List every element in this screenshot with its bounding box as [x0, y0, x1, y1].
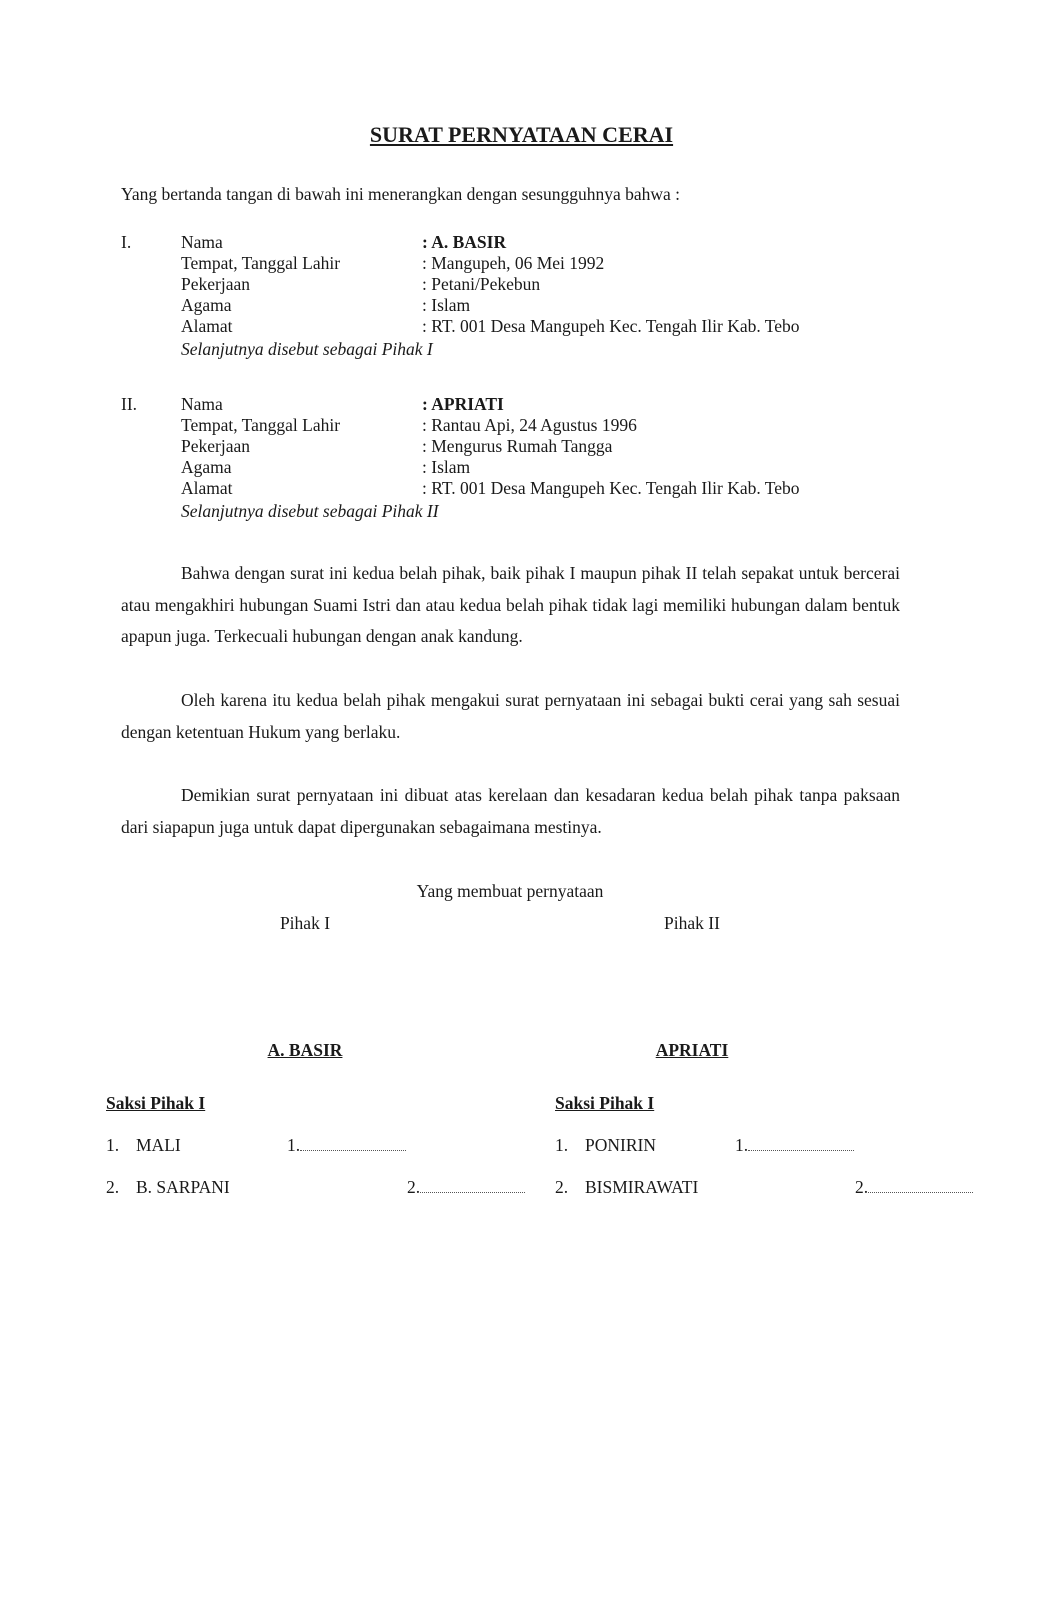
party-1-value-birth: : Mangupeh, 06 Mei 1992 [422, 253, 605, 273]
signature-line [868, 1178, 973, 1193]
party-1-value-address: : RT. 001 Desa Mangupeh Kec. Tengah Ilir Kab. Tebo [422, 316, 800, 336]
party-2-label-address: Alamat [181, 478, 233, 498]
paragraph-acknowledgement [121, 685, 900, 748]
party-1-value-job: : Petani/Pekebun [422, 274, 541, 294]
paragraph-closing-text: Demikian surat pernyataan ini dibuat atas kerelaan dan kesadaran kedua belah pihak tanpa paksaan dari siapapun juga untuk dapat dipergunakan sebagaimana mestinya. [121, 785, 900, 837]
signature-line [420, 1178, 525, 1193]
witnesses-right-heading: Saksi Pihak I [555, 1093, 655, 1113]
party-2-note: Selanjutnya disebut sebagai Pihak II [181, 501, 439, 521]
intro-text: Yang bertanda tangan di bawah ini menerangkan dengan sesungguhnya bahwa : [121, 184, 681, 204]
witness-right-1-sign-number: 1. [735, 1135, 749, 1155]
witness-right-2-name: BISMIRAWATI [585, 1177, 699, 1197]
witness-left-1-number: 1. [106, 1135, 120, 1155]
party-2-value-job: : Mengurus Rumah Tangga [422, 436, 613, 456]
party-2-signature-name: APRIATI [655, 1040, 729, 1060]
witness-right-1-number: 1. [555, 1135, 569, 1155]
witness-left-2-name: B. SARPANI [136, 1177, 230, 1197]
party-2-value-name: : APRIATI [422, 394, 504, 414]
witness-right-2-sign-number: 2. [855, 1177, 869, 1197]
party-1-note: Selanjutnya disebut sebagai Pihak I [181, 339, 433, 359]
party-2-label-birth: Tempat, Tanggal Lahir [181, 415, 341, 435]
paragraph-acknowledgement-text: Oleh karena itu kedua belah pihak mengakui surat pernyataan ini sebagai bukti cerai yang sah sesuai dengan ketentuan Hukum yang berlaku. [121, 690, 900, 742]
signature-heading: Yang membuat pernyataan [416, 881, 604, 901]
witness-right-2-number: 2. [555, 1177, 569, 1197]
paragraph-agreement-text: Bahwa dengan surat ini kedua belah pihak, baik pihak I maupun pihak II telah sepakat untuk bercerai atau mengakhiri hubungan Suami Istri dan atau kedua belah pihak tidak lagi memiliki hubungan dalam bentuk apapun juga. Terkecuali hubungan dengan anak kandung. [121, 563, 900, 646]
witness-right-1-signature [735, 1135, 854, 1156]
witnesses-left-heading: Saksi Pihak I [106, 1093, 206, 1113]
party-2-number: II. [121, 394, 138, 414]
party-1-label-name: Nama [181, 232, 223, 252]
party-2-label-religion: Agama [181, 457, 232, 477]
party-2-label-job: Pekerjaan [181, 436, 250, 456]
witness-left-2-sign-number: 2. [407, 1177, 421, 1197]
witness-left-2-signature [407, 1177, 525, 1198]
party-1-signature-label: Pihak I [279, 913, 331, 933]
party-2-signature-label: Pihak II [664, 913, 720, 933]
party-1-signature-name: A. BASIR [267, 1040, 343, 1060]
paragraph-closing [121, 780, 900, 843]
party-1-value-name: : A. BASIR [422, 232, 507, 252]
witness-left-1-name: MALI [136, 1135, 181, 1155]
signature-line [300, 1136, 406, 1151]
witness-right-1-name: PONIRIN [585, 1135, 656, 1155]
witness-left-2-number: 2. [106, 1177, 120, 1197]
party-1-value-religion: : Islam [422, 295, 471, 315]
party-1-label-birth: Tempat, Tanggal Lahir [181, 253, 341, 273]
party-1-label-religion: Agama [181, 295, 232, 315]
paragraph-agreement [121, 558, 900, 653]
document-title: SURAT PERNYATAAN CERAI [369, 122, 674, 147]
party-2-label-name: Nama [181, 394, 223, 414]
party-1-number: I. [121, 232, 132, 252]
party-2-value-address: : RT. 001 Desa Mangupeh Kec. Tengah Ilir Kab. Tebo [422, 478, 800, 498]
party-1-label-job: Pekerjaan [181, 274, 250, 294]
party-1-label-address: Alamat [181, 316, 233, 336]
witness-right-2-signature [855, 1177, 973, 1198]
witness-left-1-signature [287, 1135, 406, 1156]
signature-line [748, 1136, 854, 1151]
party-2-value-religion: : Islam [422, 457, 471, 477]
witness-left-1-sign-number: 1. [287, 1135, 301, 1155]
party-2-value-birth: : Rantau Api, 24 Agustus 1996 [422, 415, 637, 435]
